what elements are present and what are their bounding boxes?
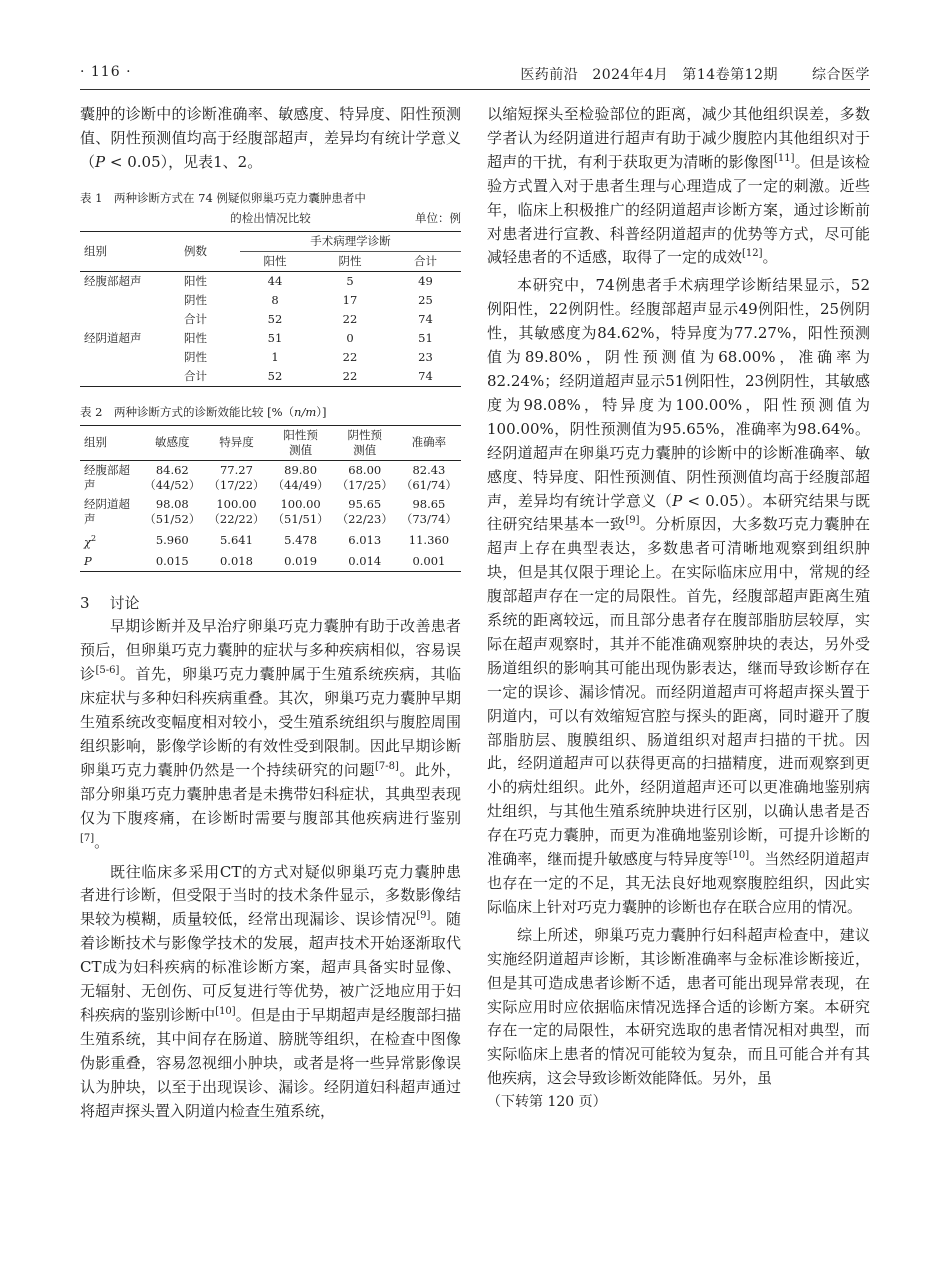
discussion-paragraph-2: 既往临床多采用CT的方式对疑似卵巢巧克力囊肿患者进行诊断，但受限于当时的技术条件显示，多数影像结果较为模糊，质量较低，经常出现漏诊、误诊情况[9]。随着诊断技术与影像学技术的发展，超声技术开始逐渐取代CT成为妇科疾病的标准诊断方案，超声具备实时显像、无辐射、无创伤、可反复进行等优势，被广泛地应用于妇科疾病的鉴别诊断中[10]。但是由于早期超声是经腹部扫描生殖系统，其中间存在肠道、膀胱等组织，在检查中图像伪影重叠，容易忽视细小肿块，或者是将一些异常影像误认为肿块，以至于出现误诊、漏诊。经阴道妇科超声通过将超声探头置入阴道内检查生殖系统， [80,862,461,1120]
journal-name: 医药前沿 [520,67,579,83]
table2-caption: 表 2 两种诊断方式的诊断效能比较 [%（n/m）] [80,404,327,419]
volume-issue: 第14卷第12期 [682,67,778,83]
table-row: 经阴道超声 98.08 （51/52） 100.00 （22/22） 100.00 （51/51） 95.65 （22/23） 98.65 （73/74） [84,496,457,526]
running-header [80,64,870,88]
page-number: · 116 · [80,64,132,80]
table1-header-count: 例数 [180,231,240,271]
table1-header-pos: 阳性 [263,253,287,268]
table1 [80,231,461,387]
table2 [80,425,461,572]
table2-header-sens: 敏感度 [155,435,190,450]
table1-caption: 表 1 两种诊断方式在 74 例疑似卵巢巧克力囊肿患者中 [80,190,366,205]
table2-header-ppv: 阳性预 测值 [283,427,318,457]
results-paragraph: 囊肿的诊断中的诊断准确率、敏感度、特异度、阳性预测值、阴性预测值均高于经腹部超声，差异均有统计学意义（P < 0.05），见表1、2。 [80,105,461,171]
continued-paragraph: 以缩短探头至检验部位的距离，减少其他组织误差，多数学者认为经阴道进行超声有助于减少腹腔内其他组织对于超声的干扰，有利于获取更为清晰的影像图[11]。但是该检验方式置入对于患者生理与心理造成了一定的刺激。近些年，临床上积极推广的经阴道超声诊断方案，通过诊断前对患者进行宣教、科普经阴道超声的优势等方式，尽可能减轻患者的不适感，取得了一定的成效[12]。 [487,105,870,267]
issue-date: 2024年4月 [592,67,669,83]
table-row: 合计 52 22 74 [80,367,461,387]
table-row: 经腹部超声 84.62 （44/52） 77.27 （17/22） 89.80 （44/49） 68.00 （17/25） 82.43 （61/74） [84,462,457,492]
conclusion-paragraph: 综上所述，卵巢巧克力囊肿行妇科超声检查中，建议实施经阴道超声诊断，其诊断准确率与金标准诊断接近，但是其可造成患者诊断不适，患者可能出现异常表现，在实际应用时应依据临床情况选择合适的诊断方案。本研究存在一定的局限性，本研究选取的患者情况相对典型，而实际临床上患者的情况可能较为复杂，而且可能合并有其他疾病，这会导致诊断效能降低。另外，虽 [487,925,870,1088]
journal-info [506,64,870,84]
table2-header-acc: 准确率 [411,435,447,450]
journal-section: 综合医学 [812,67,870,83]
continued-note: （下转第 120 页） [487,1094,607,1111]
table1-header-neg: 阴性 [338,253,362,268]
table-row: $\chi^2$ 5.960 5.641 5.478 6.013 11.360 [84,532,450,549]
table-row: 经阴道超声 阳性 51 0 51 [84,330,433,345]
header-rule [80,89,870,90]
table1-caption-line2: 的检出情况比较 单位：例 [80,207,461,231]
table-row: 阴性 1 22 23 [184,349,433,364]
table1-header-group: 组别 [80,231,180,271]
section-heading: 3 讨论 [80,593,140,612]
table-row: P 0.015 0.018 0.019 0.014 0.001 [80,552,461,572]
right-column [487,103,870,1115]
table-row: 经腹部超声 阳性 44 5 49 [84,273,433,288]
table1-unit: 单位：例 [415,210,461,225]
table-row: 阴性 8 17 25 [184,292,433,307]
table1-header-total: 合计 [414,253,437,268]
table2-header-group: 组别 [84,435,107,450]
table2-header-npv: 阴性预 测值 [347,427,383,457]
table-row: 合计 52 22 74 [184,311,433,326]
table2-header-spec: 特异度 [219,435,254,450]
discussion-paragraph-1: 早期诊断并及早治疗卵巢巧克力囊肿有助于改善患者预后，但卵巢巧克力囊肿的症状与多种疾病相似，容易误诊[5-6]。首先，卵巢巧克力囊肿属于生殖系统疾病，其临床症状与多种妇科疾病重叠。其次，卵巢巧克力囊肿早期生殖系统改变幅度相对较小，受生殖系统组织与腹腔周围组织影响，影像学诊断的有效性受到限制。因此早期诊断卵巢巧克力囊肿仍然是一个持续研究的问题[7-8]。此外，部分卵巢巧克力囊肿患者是未携带妇科症状，其典型表现仅为下腹疼痛，在诊断时需要与腹部其他疾病进行鉴别[7]。 [80,617,461,851]
left-column [80,103,461,1123]
table1-header-surgery: 手术病理学诊断 [240,231,461,251]
analysis-paragraph: 本研究中，74例患者手术病理学诊断结果显示，52例阳性，22例阴性。经腹部超声显示49例阳性，25例阴性，其敏感度为84.62%，特异度为77.27%，阳性预测值为89.80%，阴性预测值为68.00%，准确率为82.24%；经阴道超声显示51例阳性，23例阴性，其敏感度为98.08%，特异度为100.00%，阳性预测值为100.00%，阴性预测值为95.65%，准确率为98.64%。经阴道超声在卵巢巧克力囊肿的诊断中的诊断准确率、敏感度、特异度、阳性预测值、阴性预测值均高于经腹部超声，差异均有统计学意义（P < 0.05）。本研究结果与既往研究结果基本一致[9]。分析原因，大多数巧克力囊肿在超声上存在典型表达，多数患者可清晰地观察到组织肿块，但是其仅限于理论上。在实际临床应用中，常规的经腹部超声存在一定的局限性。首先，经腹部超声距离生殖系统的距离较远，而且部分患者存在腹部脂肪层较厚，实际在超声观察时，其并不能准确观察肿块的表达，另外受肠道组织的影响其可能出现伪影表达，继而导致诊断存在一定的误诊、漏诊情况。而经阴道超声可将超声探头置于阴道内，可以有效缩短宫腔与探头的距离，同时避开了腹部脂肪层、腹膜组织、肠道组织对超声扫描的干扰。因此，经阴道超声可以获得更高的扫描精度，进而观察到更小的病灶组织。此外，经阴道超声还可以更准确地鉴别病灶组织，与其他生殖系统肿块进行区别，以确认患者是否存在巧克力囊肿，而更为准确地鉴别诊断，可提升诊断的准确率，继而提升敏感度与特异度等[10]。当然经阴道超声也存在一定的不足，其无法良好地观察腹腔组织，因此实际临床上针对巧克力囊肿的诊断也存在联合应用的情况。 [487,276,870,916]
